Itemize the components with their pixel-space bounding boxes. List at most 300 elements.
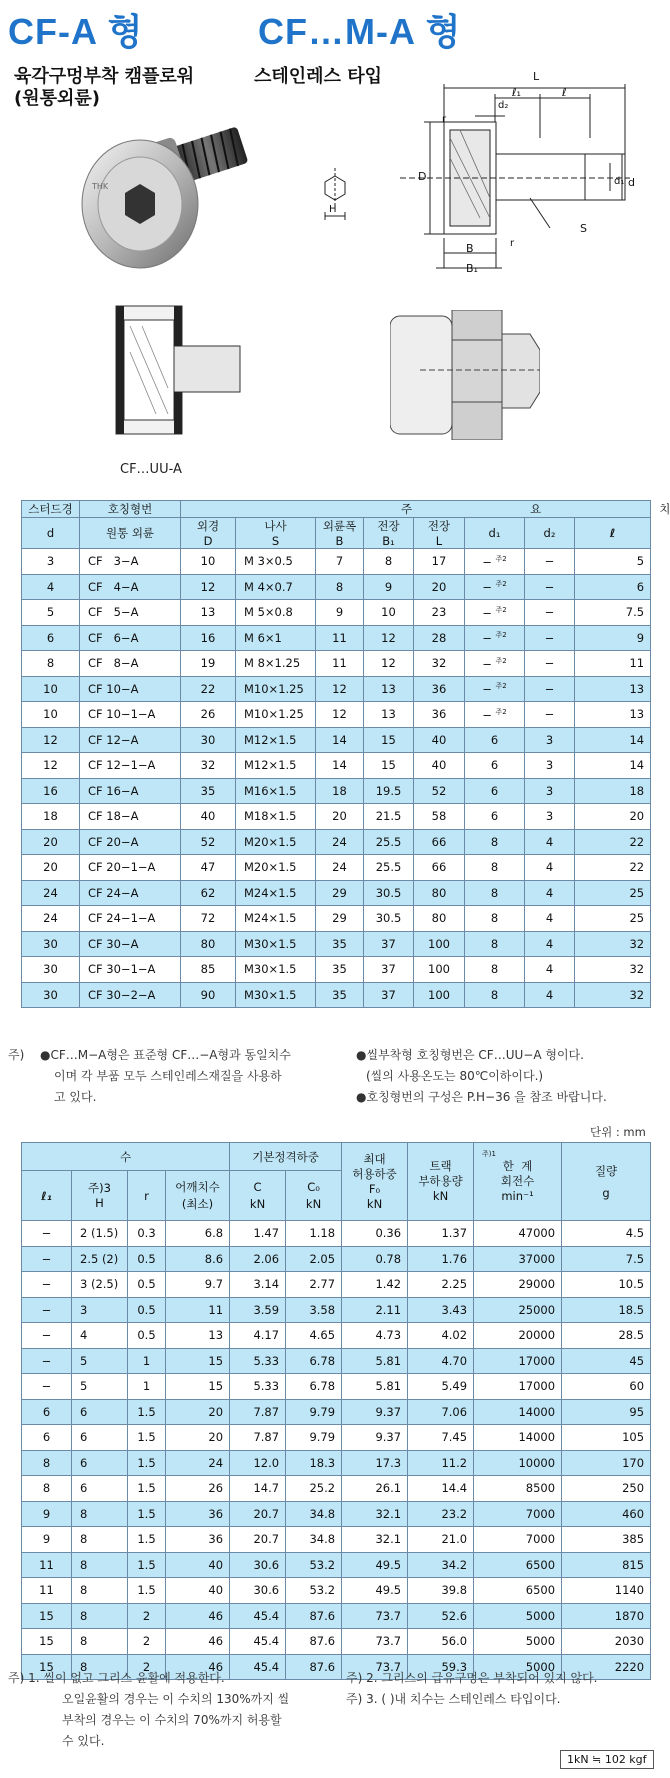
cell: 8 <box>465 931 525 957</box>
cell: 8 <box>316 574 364 600</box>
cell: 25000 <box>474 1297 562 1323</box>
cell: 2.06 <box>230 1246 286 1272</box>
dimension-drawing <box>400 78 630 278</box>
cell: 2030 <box>562 1629 651 1655</box>
cell: 13 <box>575 676 651 702</box>
cell: 14 <box>316 727 364 753</box>
cell: 7000 <box>474 1501 562 1527</box>
cell: − <box>525 676 575 702</box>
cell: − <box>525 625 575 651</box>
cell: 10 <box>22 676 80 702</box>
dimension-row <box>22 982 651 1008</box>
th-main-3: 치 <box>659 502 670 516</box>
cell: 17 <box>414 549 465 575</box>
cell: CF 16−A <box>80 778 181 804</box>
cell: 2.25 <box>408 1272 474 1298</box>
cell: 13 <box>166 1323 230 1349</box>
cell: 4 <box>525 855 575 881</box>
dim-r-bottom: r <box>510 238 515 249</box>
cell: 9.7 <box>166 1272 230 1298</box>
dimension-row <box>22 880 651 906</box>
load-row <box>22 1374 651 1400</box>
cell: 100 <box>414 957 465 983</box>
cell: 40 <box>166 1578 230 1604</box>
cell: 13 <box>364 702 414 728</box>
cell: 8 <box>72 1527 128 1553</box>
dimension-row <box>22 931 651 957</box>
cell: 4.17 <box>230 1323 286 1349</box>
cell: 10 <box>181 549 236 575</box>
subtitle-hex-socket: 육각구멍부착 캠플로워 (원통외륜) <box>14 66 195 109</box>
cell: 25.2 <box>286 1476 342 1502</box>
cell: 2.77 <box>286 1272 342 1298</box>
cell: 12 <box>22 727 80 753</box>
cell: 3.14 <box>230 1272 286 1298</box>
cell: 1.37 <box>408 1221 474 1247</box>
cell: 12 <box>316 702 364 728</box>
cell: 18 <box>22 804 80 830</box>
cell: 6 <box>22 1399 72 1425</box>
cell: − <box>22 1246 72 1272</box>
cell: 37000 <box>474 1246 562 1272</box>
cell: M10×1.25 <box>236 676 316 702</box>
cell: M20×1.5 <box>236 855 316 881</box>
cell: 4 <box>525 880 575 906</box>
cell: 3.43 <box>408 1297 474 1323</box>
cell: 32 <box>575 957 651 983</box>
cell: 32 <box>575 931 651 957</box>
cell: 6 <box>72 1399 128 1425</box>
dimension-row <box>22 778 651 804</box>
cell: 6500 <box>474 1578 562 1604</box>
cell: 12.0 <box>230 1450 286 1476</box>
cell: 7.5 <box>575 600 651 626</box>
cell: 5.81 <box>342 1374 408 1400</box>
cell: − <box>22 1221 72 1247</box>
cell: 25.5 <box>364 829 414 855</box>
cell: − $^{주2}$ <box>465 651 525 677</box>
load-row <box>22 1450 651 1476</box>
cell: 20 <box>414 574 465 600</box>
cell: 30 <box>22 982 80 1008</box>
cell: 6.8 <box>166 1221 230 1247</box>
cell: 72 <box>181 906 236 932</box>
cell: 8 <box>364 549 414 575</box>
cell: 45 <box>562 1348 651 1374</box>
cell: 8 <box>72 1654 128 1680</box>
cell: 46 <box>166 1603 230 1629</box>
cell: 100 <box>414 931 465 957</box>
cell: − $^{주2}$ <box>465 676 525 702</box>
cell: 32 <box>181 753 236 779</box>
cell: 25 <box>575 880 651 906</box>
cell: 13 <box>181 600 236 626</box>
cell: 0.3 <box>128 1221 166 1247</box>
cell: − <box>525 549 575 575</box>
cell: CF 30−2−A <box>80 982 181 1008</box>
cell: − <box>22 1272 72 1298</box>
cell: 4.02 <box>408 1323 474 1349</box>
load-row <box>22 1425 651 1451</box>
cell: M12×1.5 <box>236 753 316 779</box>
cell: 24 <box>316 829 364 855</box>
cell: 35 <box>316 931 364 957</box>
cell: CF 5−A <box>80 600 181 626</box>
cell: 32.1 <box>342 1501 408 1527</box>
cell: 8 <box>465 957 525 983</box>
cell: 7.87 <box>230 1399 286 1425</box>
cell: 17000 <box>474 1374 562 1400</box>
cell: 0.5 <box>128 1323 166 1349</box>
dim-b1: B₁ <box>466 262 478 275</box>
cell: 9 <box>22 1527 72 1553</box>
notes2-left: 주) 1. 씰이 없고 그리스 윤활에 적용한다. 오일윤활의 경우는 이 수치의 130%까지 씰 부착의 경우는 이 수치의 70%까지 허용할 수 있다. <box>8 1671 290 1748</box>
cell: 87.6 <box>286 1654 342 1680</box>
cell: M 5×0.8 <box>236 600 316 626</box>
cell: 21.0 <box>408 1527 474 1553</box>
cell: 40 <box>414 753 465 779</box>
load-row <box>22 1629 651 1655</box>
th-ident: 호칭형번 <box>80 501 181 518</box>
cell: 18 <box>316 778 364 804</box>
cell: 385 <box>562 1527 651 1553</box>
cell: 32 <box>414 651 465 677</box>
cell: 14000 <box>474 1399 562 1425</box>
cell: 7 <box>316 549 364 575</box>
cell: 5.33 <box>230 1374 286 1400</box>
cell: 11 <box>22 1578 72 1604</box>
cell: 46 <box>166 1654 230 1680</box>
dimension-row <box>22 574 651 600</box>
th-h: 주)3 H <box>72 1171 128 1221</box>
load-row <box>22 1527 651 1553</box>
cell: 15 <box>22 1629 72 1655</box>
cell: 1.76 <box>408 1246 474 1272</box>
cell: 12 <box>364 651 414 677</box>
cell: 45.4 <box>230 1654 286 1680</box>
load-row <box>22 1476 651 1502</box>
dimension-row <box>22 906 651 932</box>
cell: 37 <box>364 931 414 957</box>
cell: − <box>22 1323 72 1349</box>
cell: CF 3−A <box>80 549 181 575</box>
cell: 2.5 (2) <box>72 1246 128 1272</box>
dim-l-total: L <box>533 70 540 83</box>
dim-l1: ℓ₁ <box>512 86 521 99</box>
cell: 8 <box>22 1476 72 1502</box>
sealed-cross-section <box>112 302 242 442</box>
cell: 4.65 <box>286 1323 342 1349</box>
cell: M 8×1.25 <box>236 651 316 677</box>
cell: 8 <box>72 1501 128 1527</box>
cell: 12 <box>364 625 414 651</box>
cell: 4 <box>525 957 575 983</box>
cell: 16 <box>22 778 80 804</box>
cell: 10 <box>22 702 80 728</box>
cell: 29 <box>316 906 364 932</box>
cell: 4.5 <box>562 1221 651 1247</box>
cell: − <box>22 1297 72 1323</box>
cell: 8 <box>72 1552 128 1578</box>
cell: 10.5 <box>562 1272 651 1298</box>
cell: 80 <box>414 880 465 906</box>
cell: CF 4−A <box>80 574 181 600</box>
cell: 1140 <box>562 1578 651 1604</box>
product-photo <box>70 122 260 272</box>
title-cf-m-a: CF…M-A 형 <box>258 11 462 52</box>
dim-d: d <box>628 176 635 189</box>
th-main-1: 주 <box>401 502 413 516</box>
dimension-row <box>22 651 651 677</box>
dim-b: B <box>466 242 474 255</box>
cell: 6 <box>72 1450 128 1476</box>
cell: 460 <box>562 1501 651 1527</box>
cell: 1.5 <box>128 1501 166 1527</box>
cell: 36 <box>414 676 465 702</box>
dim-r-top: r <box>442 114 447 125</box>
cell: CF 30−1−A <box>80 957 181 983</box>
cell: 30 <box>22 957 80 983</box>
cell: 30.6 <box>230 1578 286 1604</box>
title-cf-a: CF-A 형 <box>8 11 144 52</box>
cell: 6 <box>72 1425 128 1451</box>
cell: 2220 <box>562 1654 651 1680</box>
cell: 3 <box>525 753 575 779</box>
cell: − $^{주2}$ <box>465 574 525 600</box>
cell: 24 <box>22 880 80 906</box>
dimension-row <box>22 600 651 626</box>
cell: 53.2 <box>286 1552 342 1578</box>
cell: 5000 <box>474 1603 562 1629</box>
cell: 35 <box>316 982 364 1008</box>
cell: 53.2 <box>286 1578 342 1604</box>
th-shoulder: 어깨치수 (최소) <box>166 1171 230 1221</box>
cell: 30.6 <box>230 1552 286 1578</box>
cell: 14 <box>316 753 364 779</box>
cell: 36 <box>414 702 465 728</box>
cell: 22 <box>575 829 651 855</box>
cell: 30 <box>22 931 80 957</box>
cell: 7.87 <box>230 1425 286 1451</box>
cell: 5.81 <box>342 1348 408 1374</box>
cell: 0.78 <box>342 1246 408 1272</box>
th-stud-dia-sym: d <box>22 518 80 549</box>
th-c0: C₀ kN <box>286 1171 342 1221</box>
cell: 4 <box>525 931 575 957</box>
cell: 3 <box>72 1297 128 1323</box>
cell: 1.5 <box>128 1476 166 1502</box>
cell: 20 <box>166 1399 230 1425</box>
th-stud-dia: 스터드경 <box>22 501 80 518</box>
cell: 105 <box>562 1425 651 1451</box>
cell: 22 <box>575 855 651 881</box>
cell: M 6×1 <box>236 625 316 651</box>
cell: M 4×0.7 <box>236 574 316 600</box>
cell: 20 <box>166 1425 230 1451</box>
cell: 9.37 <box>342 1425 408 1451</box>
cell: 6 <box>72 1476 128 1502</box>
cell: 13 <box>575 702 651 728</box>
cell: 85 <box>181 957 236 983</box>
cell: 5 <box>72 1374 128 1400</box>
cell: 15 <box>166 1348 230 1374</box>
subtitle-stainless: 스테인레스 타입 <box>254 66 382 87</box>
cell: − <box>22 1374 72 1400</box>
cell: 0.5 <box>128 1272 166 1298</box>
cell: 14 <box>575 727 651 753</box>
cell: 46 <box>166 1629 230 1655</box>
cell: − $^{주2}$ <box>465 600 525 626</box>
cell: 6 <box>465 753 525 779</box>
cell: 8 <box>465 855 525 881</box>
cell: 1.18 <box>286 1221 342 1247</box>
photo-marking: THK <box>92 182 109 191</box>
th-speed: 주)1 한 계 회전수 min⁻¹ <box>474 1143 562 1221</box>
cell: CF 6−A <box>80 625 181 651</box>
cell: 37 <box>364 982 414 1008</box>
cell: 6.78 <box>286 1348 342 1374</box>
cell: 87.6 <box>286 1603 342 1629</box>
cell: 18.5 <box>562 1297 651 1323</box>
cell: 8 <box>22 1450 72 1476</box>
cell: M12×1.5 <box>236 727 316 753</box>
cell: 8 <box>72 1578 128 1604</box>
cell: 100 <box>414 982 465 1008</box>
cell: 1.47 <box>230 1221 286 1247</box>
cell: 47 <box>181 855 236 881</box>
cell: 2.05 <box>286 1246 342 1272</box>
cell: 62 <box>181 880 236 906</box>
dimension-row <box>22 804 651 830</box>
notes2-right: 주) 2. 그리스의 급유구멍은 부착되어 있지 않다. 주) 3. ( )내 치수는 스테인레스 타입이다. <box>346 1671 598 1706</box>
cell: 3 <box>525 727 575 753</box>
dimension-row <box>22 625 651 651</box>
dimension-row <box>22 549 651 575</box>
cell: M10×1.25 <box>236 702 316 728</box>
cell: 2.11 <box>342 1297 408 1323</box>
th-track: 트랙 부하용량 kN <box>408 1143 474 1221</box>
cell: 66 <box>414 829 465 855</box>
cell: 12 <box>22 753 80 779</box>
cell: M20×1.5 <box>236 829 316 855</box>
cell: 12 <box>316 676 364 702</box>
cell: 52.6 <box>408 1603 474 1629</box>
cell: 11 <box>166 1297 230 1323</box>
th-c: C kN <box>230 1171 286 1221</box>
cell: 3.59 <box>230 1297 286 1323</box>
cell: 250 <box>562 1476 651 1502</box>
cell: 11.2 <box>408 1450 474 1476</box>
cell: 20 <box>316 804 364 830</box>
cell: 56.0 <box>408 1629 474 1655</box>
cell: 34.8 <box>286 1501 342 1527</box>
cell: 19.5 <box>364 778 414 804</box>
cell: 6 <box>465 804 525 830</box>
cell: 6 <box>22 625 80 651</box>
cell: 5 <box>575 549 651 575</box>
cell: 13 <box>364 676 414 702</box>
cell: 11 <box>316 651 364 677</box>
cell: 40 <box>166 1552 230 1578</box>
cell: 11 <box>22 1552 72 1578</box>
cell: − <box>22 1348 72 1374</box>
cell: 17000 <box>474 1348 562 1374</box>
cell: 5.49 <box>408 1374 474 1400</box>
cell: 18 <box>575 778 651 804</box>
cell: 32 <box>575 982 651 1008</box>
cell: CF 8−A <box>80 651 181 677</box>
caption-cf-uu-a: CF…UU-A <box>120 462 182 477</box>
cell: CF 10−A <box>80 676 181 702</box>
cell: 1.5 <box>128 1578 166 1604</box>
dim-d-outer: D <box>418 170 427 183</box>
cell: 73.7 <box>342 1629 408 1655</box>
cell: 73.7 <box>342 1603 408 1629</box>
cell: 4 <box>22 574 80 600</box>
cell: CF 24−A <box>80 880 181 906</box>
cell: 1 <box>128 1374 166 1400</box>
cell: 9 <box>316 600 364 626</box>
cell: 8 <box>22 651 80 677</box>
cell: 1.5 <box>128 1527 166 1553</box>
cell: 14.4 <box>408 1476 474 1502</box>
cell: 24 <box>166 1450 230 1476</box>
cell: 7.06 <box>408 1399 474 1425</box>
cell: CF 30−A <box>80 931 181 957</box>
cell: 21.5 <box>364 804 414 830</box>
cell: 7.45 <box>408 1425 474 1451</box>
cell: 8 <box>72 1629 128 1655</box>
cell: 10 <box>364 600 414 626</box>
cell: 25 <box>575 906 651 932</box>
th-main-2: 요 <box>530 502 542 516</box>
cell: − <box>525 651 575 677</box>
cell: 4.73 <box>342 1323 408 1349</box>
unit-label: 단위 : mm <box>590 1125 646 1139</box>
dimension-row <box>22 855 651 881</box>
dim-l: ℓ <box>562 86 567 99</box>
cell: 9.79 <box>286 1399 342 1425</box>
cell: CF 20−1−A <box>80 855 181 881</box>
cell: 10000 <box>474 1450 562 1476</box>
cell: 45.4 <box>230 1629 286 1655</box>
load-row <box>22 1272 651 1298</box>
cell: 1.5 <box>128 1552 166 1578</box>
dimension-row <box>22 829 651 855</box>
cell: 14000 <box>474 1425 562 1451</box>
cell: 26 <box>181 702 236 728</box>
cell: 52 <box>414 778 465 804</box>
th-f0: 최대 허용하중 F₀ kN <box>342 1143 408 1221</box>
cell: 30.5 <box>364 880 414 906</box>
cell: 36 <box>166 1501 230 1527</box>
cell: 1.5 <box>128 1450 166 1476</box>
cell: 35 <box>181 778 236 804</box>
dimension-row <box>22 753 651 779</box>
cell: 40 <box>181 804 236 830</box>
cell: M30×1.5 <box>236 982 316 1008</box>
cell: 59.3 <box>408 1654 474 1680</box>
th-su: 수 <box>22 1143 230 1171</box>
load-row <box>22 1578 651 1604</box>
cell: 32.1 <box>342 1527 408 1553</box>
cell: 49.5 <box>342 1552 408 1578</box>
dimension-row <box>22 957 651 983</box>
cell: 45.4 <box>230 1603 286 1629</box>
th-r: r <box>128 1171 166 1221</box>
cell: 16 <box>181 625 236 651</box>
load-row <box>22 1399 651 1425</box>
